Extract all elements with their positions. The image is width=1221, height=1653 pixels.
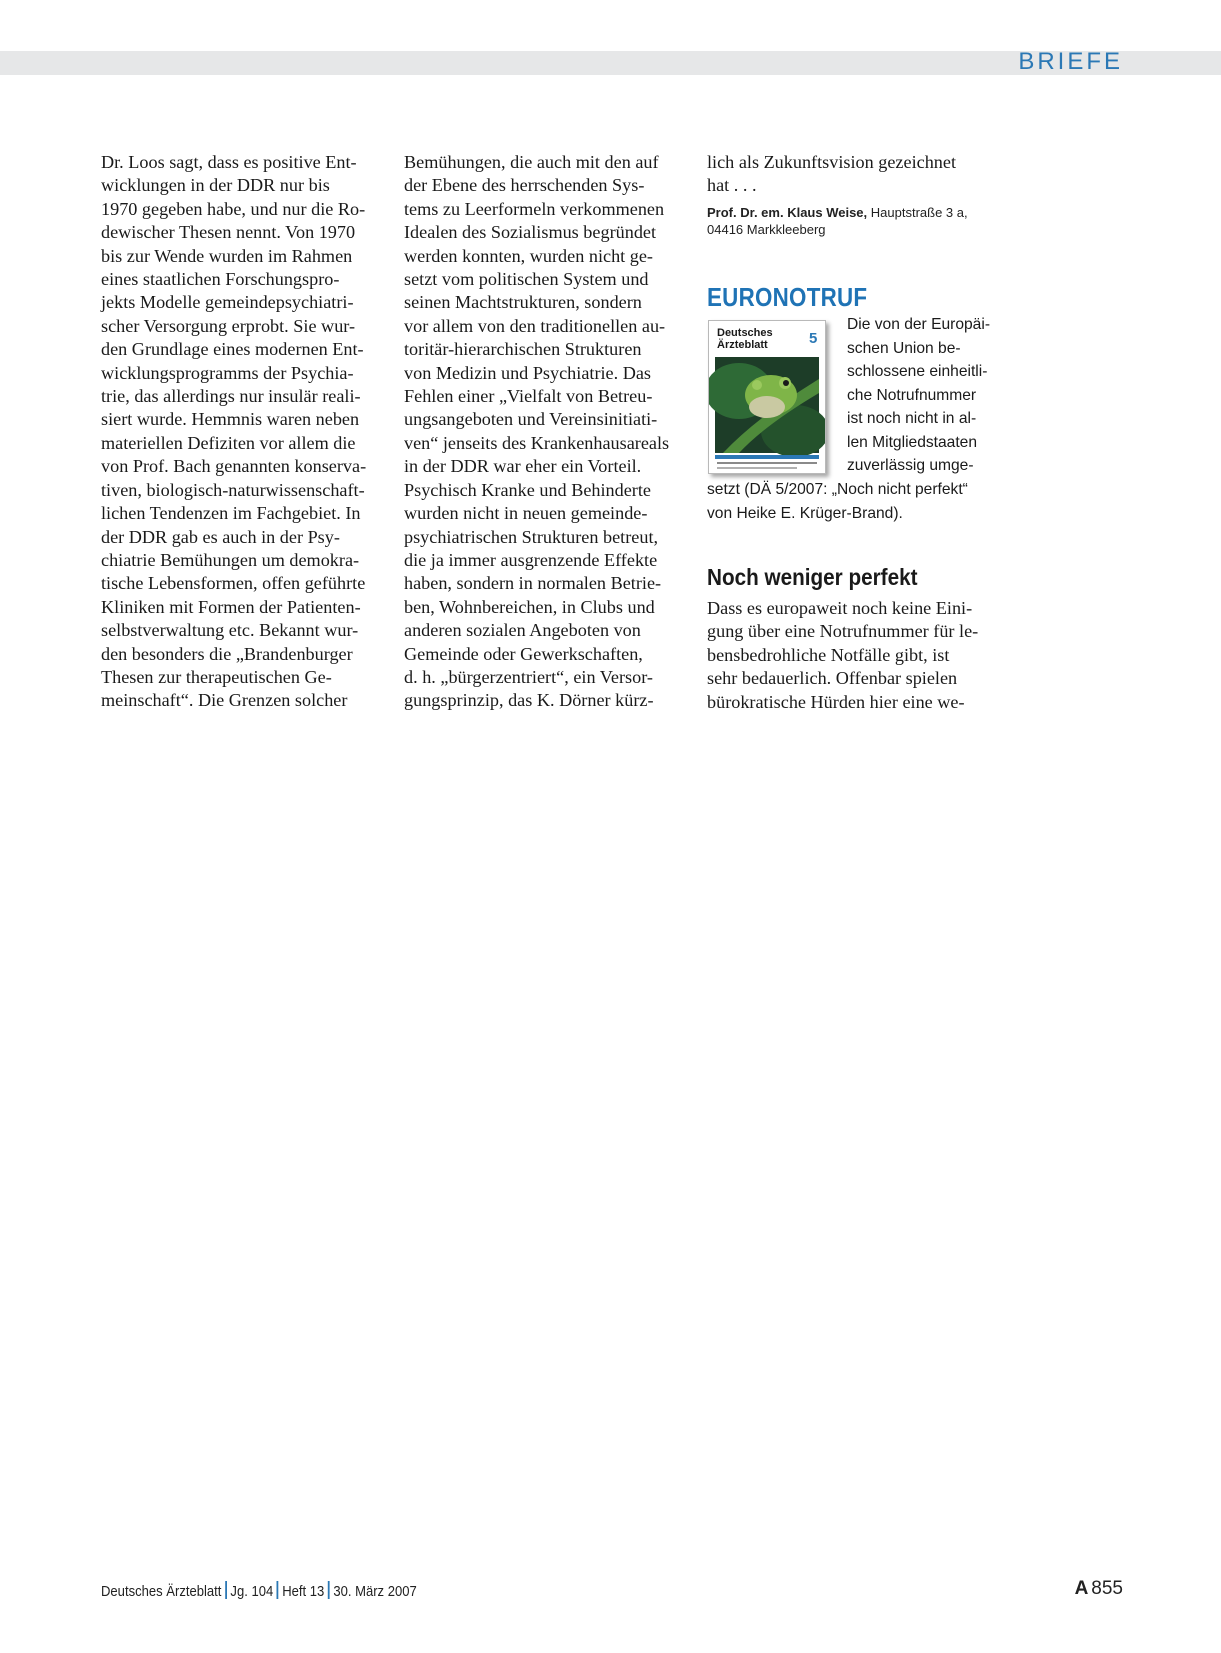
text-line: werden konnten, wurden nicht ge- [404,245,653,266]
text-line: setzt vom politischen System und [404,269,649,290]
text-line: schlossene einheitli- [847,363,988,380]
magazine-cover-image [708,320,826,474]
journal-issue: Heft 13 [282,1584,325,1600]
text-line: setzt (DÄ 5/2007: „Noch nicht perfekt“ [707,481,968,498]
text-line: der Ebene des herrschenden Sys- [404,175,645,196]
text-line: ist noch nicht in al- [847,410,977,427]
journal-date: 30. März 2007 [333,1584,417,1600]
text-line: jekts Modelle gemeindepsychiatri- [101,292,354,313]
text-line: in der DDR war eher ein Vorteil. [404,456,642,477]
text-line: Dass es europaweit noch keine Eini- [707,598,973,618]
text-line: Dr. Loos sagt, dass es positive Ent- [101,152,357,172]
text-line: materiellen Defiziten vor allem die [101,432,356,453]
footer-separator [277,1581,279,1599]
article-heading: Noch weniger perfekt [707,564,918,590]
text-line: Kliniken mit Formen der Patienten- [101,596,361,617]
text-line: tems zu Leerformeln verkommenen [404,198,665,219]
text-line: chiatrie Bemühungen um demokra- [101,549,360,570]
text-line: von Prof. Bach genannten konserva- [101,456,367,477]
euronotruf-intro-continued [707,478,968,525]
text-line: Idealen des Sozialismus begründet [404,222,657,243]
text-line: den besonders die „Brandenburger [101,643,353,664]
text-line: anderen sozialen Angeboten von [404,620,641,641]
text-line: len Mitgliedstaaten [847,433,978,451]
text-line: Psychisch Kranke und Behinderte [404,479,651,500]
letter-signature [707,204,997,239]
text-line: Thesen zur therapeutischen Ge- [101,666,332,687]
text-line: Bemühungen, die auch mit den auf [404,152,659,172]
text-line: bis zur Wende wurden im Rahmen [101,245,353,266]
text-line: die ja immer ausgrenzende Effekte [404,549,658,570]
text-line: hat . . . [707,175,757,196]
text-line: sehr bedauerlich. Offenbar spielen [707,668,958,689]
text-line: wicklungen in der DDR nur bis [101,175,330,196]
author-address: Hauptstraße 3 a, [867,204,968,220]
text-line: ungsangeboten und Vereinsinitiati- [404,409,658,430]
page-number-value: 855 [1091,1578,1123,1599]
text-line: den Grundlage eines modernen Ent- [101,339,364,360]
text-line: gung über eine Notrufnummer für le- [707,621,979,642]
euronotruf-heading: EURONOTRUF [707,282,868,312]
footer-separator [328,1581,330,1599]
text-line: trie, das allerdings nur insulär reali- [101,386,361,407]
section-label: BRIEFE [1018,48,1123,75]
cover-issue-number: 5 [809,330,818,347]
text-line: dewischer Thesen nennt. Von 1970 [101,222,356,243]
text-line: zuverlässig umge- [847,457,974,474]
page-footer [101,1581,417,1602]
author-city: 04416 Markkleeberg [707,222,826,238]
text-line: der DDR gab es auch in der Psy- [101,526,340,547]
text-line: che Notrufnummer [847,386,977,404]
text-line: bensbedrohliche Notfälle gibt, ist [707,644,950,665]
text-line: eines staatlichen Forschungspro- [101,269,340,290]
column-3 [707,151,997,239]
text-line: schen Union be- [847,339,961,357]
journal-name: Deutsches Ärzteblatt [101,1584,222,1600]
cover-title-1: Deutsches [717,327,773,339]
text-line: siert wurde. Hemmnis waren neben [101,409,360,430]
text-line: vor allem von den traditionellen au- [404,315,666,336]
page-prefix: A [1074,1578,1089,1599]
text-line: tiven, biologisch-naturwissenschaft- [101,479,365,500]
article-body [707,597,978,714]
text-line: psychiatrischen Strukturen betreut, [404,526,659,547]
text-line: haben, sondern in normalen Betrie- [404,573,662,594]
text-line: Gemeinde oder Gewerkschaften, [404,643,643,664]
text-line: ben, Wohnbereichen, in Clubs und [404,596,655,617]
author-name: Prof. Dr. em. Klaus Weise, [707,204,868,220]
text-line: tische Lebensformen, offen geführte [101,573,366,594]
text-line: lichen Tendenzen im Fachgebiet. In [101,503,361,524]
text-line: von Medizin und Psychiatrie. Das [404,362,652,383]
text-line: meinschaft“. Die Grenzen solcher [101,690,348,711]
footer-separator [225,1581,227,1599]
text-line: d. h. „bürgerzentriert“, ein Versor- [404,666,653,687]
page-number [1075,1577,1123,1601]
text-line: scher Versorgung erprobt. Sie wur- [101,315,356,336]
text-line: 1970 gegeben habe, und nur die Ro- [101,198,366,219]
cover-title-2: Ärzteblatt [717,339,768,351]
text-line: selbstverwaltung etc. Bekannt wur- [101,620,359,641]
text-line: bürokratische Hürden hier eine we- [707,691,965,712]
text-line: wicklungsprogramms der Psychia- [101,362,354,383]
euronotruf-intro-beside [847,313,990,478]
text-line: lich als Zukunftsvision gezeichnet [707,152,957,172]
text-line: ven“ jenseits des Krankenhausareals [404,432,670,453]
text-line: von Heike E. Krüger-Brand). [707,504,903,522]
text-line: toritär-hierarchischen Strukturen [404,339,642,360]
text-line: Fehlen einer „Vielfalt von Betreu- [404,386,653,407]
column-2 [404,151,694,713]
text-line: Die von der Europäi- [847,316,991,333]
text-line: wurden nicht in neuen gemeinde- [404,503,648,524]
journal-volume: Jg. 104 [230,1584,274,1600]
text-line: seinen Machtstrukturen, sondern [404,292,642,313]
text-line: gungsprinzip, das K. Dörner kürz- [404,690,654,711]
cover-illustration [709,321,825,473]
column-1 [101,151,391,713]
